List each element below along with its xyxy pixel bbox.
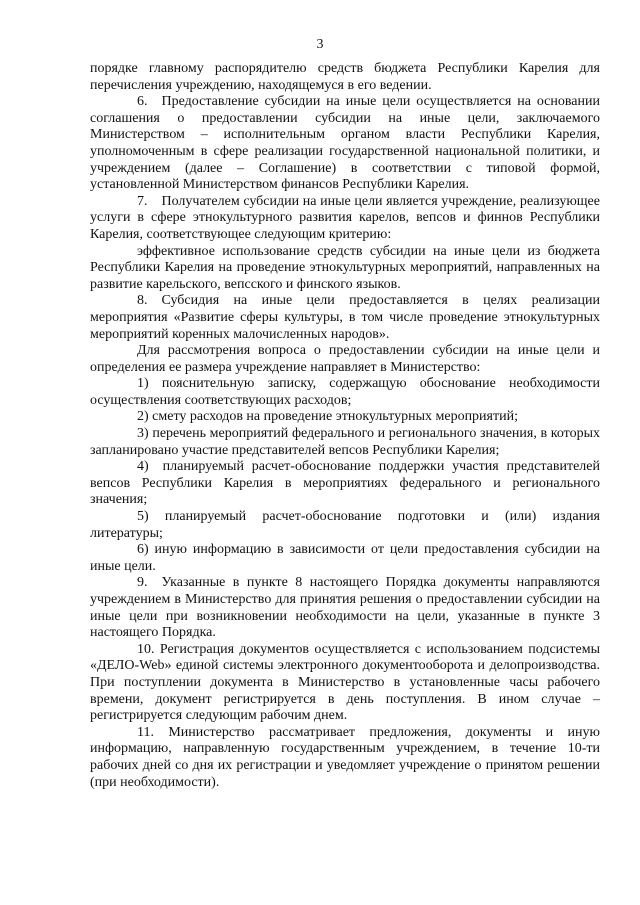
paragraph: 10. Регистрация документов осуществляется с использованием подсистемы «ДЕЛО-Web» единой системы электронного документооборота и делопроизводства. При поступлении документа в Министерство в установленные часы рабочего времени, документ регистрируется в день поступления. В ином случае – регистрируется следующим рабочим днем. <box>90 641 600 724</box>
page-number: 3 <box>316 37 324 52</box>
paragraph: 6) иную информацию в зависимости от цели предоставления субсидии на иные цели. <box>90 542 600 574</box>
paragraph: 8. Субсидия на иные цели предоставляется в целях реализации мероприятия «Развитие сферы культуры, в том числе проведение этнокультурных мероприятий коренных малочисленных народов». <box>90 293 600 342</box>
paragraph: 2) смету расходов на проведение этнокультурных мероприятий; <box>137 409 518 425</box>
paragraph: 6. Предоставление субсидии на иные цели осуществляется на основании соглашения о предоставлении субсидии на иные цели, заключаемого Министерством – исполнительным органом власти Республики Карелия, уполномоченным в сфере реализации государственной национальной политики, и учреждением (далее – Соглашение) в соответствии с типовой формой, установленной Министерством финансов Республики Карелия. <box>90 94 600 193</box>
paragraph: 3) перечень мероприятий федерального и регионального значения, в которых запланировано участие представителей вепсов Республики Карелия; <box>90 426 600 458</box>
paragraph: порядке главному распорядителю средств бюджета Республики Карелия для перечисления учреждению, находящемуся в его ведении. <box>90 61 600 93</box>
paragraph: 1) пояснительную записку, содержащую обоснование необходимости осуществления соответствующих расходов; <box>90 376 600 408</box>
paragraph: 11. Министерство рассматривает предложения, документы и иную информацию, направленную государственным учреждением, в течение 10-ти рабочих дней со дня их регистрации и уведомляет учреждение о принятом решении (при необходимости). <box>90 724 600 790</box>
paragraph: Для рассмотрения вопроса о предоставлении субсидии на иные цели и определения ее размера учреждение направляет в Министерство: <box>90 343 600 375</box>
paragraph: эффективное использование средств субсидии на иные цели из бюджета Республики Карелия на проведение этнокультурных мероприятий, направленных на развитие карельского, вепсского и финского языков. <box>90 243 600 292</box>
paragraph: 5) планируемый расчет-обоснование подготовки и (или) издания литературы; <box>90 509 600 541</box>
paragraph: 4) планируемый расчет-обоснование поддержки участия представителей вепсов Республики Карелия в мероприятиях федерального и регионального значения; <box>90 459 600 508</box>
paragraph: 7. Получателем субсидии на иные цели является учреждение, реализующее услуги в сфере этнокультурного развития карелов, вепсов и финнов Республики Карелия, соответствующее следующим критерию: <box>90 193 600 242</box>
document-body <box>90 61 600 791</box>
paragraph: 9. Указанные в пункте 8 настоящего Порядка документы направляются учреждением в Министерство для принятия решения о предоставлении субсидии на иные цели при возникновении необходимости на цели, указанные в пункте 3 настоящего Порядка. <box>90 575 600 641</box>
